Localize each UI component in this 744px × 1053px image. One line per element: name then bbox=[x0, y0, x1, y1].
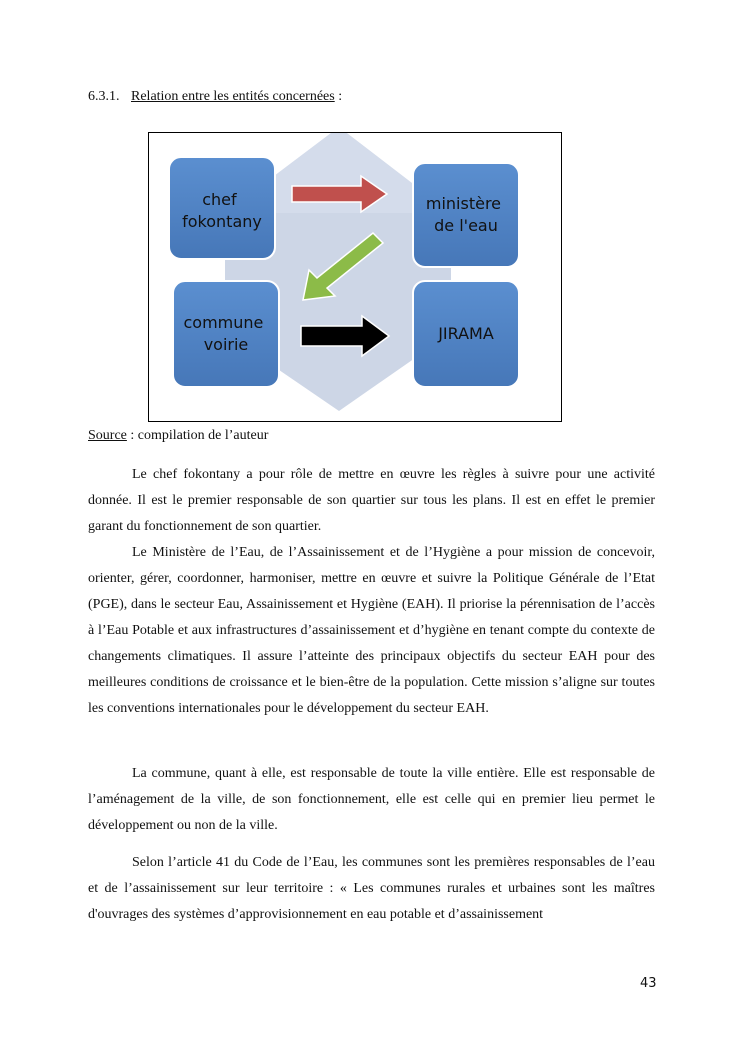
box-ministere-eau-line1: ministère bbox=[425, 194, 502, 213]
section-suffix: : bbox=[334, 89, 343, 104]
source-text: : compilation de l’auteur bbox=[126, 428, 269, 443]
section-number: 6.3.1. bbox=[88, 89, 120, 104]
box-ministere-eau-line2: de l'eau bbox=[434, 216, 498, 235]
source-label: Source bbox=[88, 428, 127, 443]
section-title: Relation entre les entités concernées bbox=[131, 89, 335, 104]
box-jirama-line1: JIRAMA bbox=[438, 324, 494, 343]
figure-source bbox=[88, 428, 268, 444]
paragraph-code-eau: Selon l’article 41 du Code de l’Eau, les communes sont les premières responsables de l’eau et de l’assainissement sur leur territoire : « Les communes rurales et urbaines sont les maîtres d'ouvrages des systèmes d’approvisionnement en eau potable et d’assainissement bbox=[88, 855, 655, 922]
page-number: 43 bbox=[640, 976, 657, 991]
diagram-canvas bbox=[149, 133, 563, 423]
section-heading bbox=[88, 89, 342, 105]
paragraph-ministere: Le Ministère de l’Eau, de l’Assainissement et de l’Hygiène a pour mission de concevoir, orienter, gérer, coordonner, harmoniser, mettre en œuvre et suivre la Politique Générale de l’Etat (PGE), dans le secteur Eau, Assainissement et Hygiène (EAH). Il priorise la pérennisation de l’accès à l’Eau Potable et aux infrastructures d’assainissement et d’hygiène en tenant compte du contexte de changements climatiques. Il assure l’atteinte des principaux objectifs du secteur EAH pour des meilleures conditions de croissance et le bien-être de la population. Cette mission s’aligne sur toutes les conventions internationales pour le développement du secteur EAH. bbox=[88, 545, 655, 716]
box-ministere-eau bbox=[413, 163, 519, 267]
relationship-diagram bbox=[148, 132, 562, 422]
box-commune-voirie bbox=[173, 281, 279, 387]
box-chef-fokontany-line2: fokontany bbox=[182, 212, 262, 231]
box-jirama-label bbox=[437, 324, 494, 343]
paragraph-commune: La commune, quant à elle, est responsable de toute la ville entière. Elle est responsable de l’aménagement de la ville, de son fonctionnement, elle est celle qui en premier lieu permet le développement ou non de la ville. bbox=[88, 766, 655, 833]
box-chef-fokontany-line1: chef bbox=[202, 190, 237, 209]
box-commune-voirie-line1: commune bbox=[183, 313, 264, 332]
paragraph-chef-fokontany: Le chef fokontany a pour rôle de mettre en œuvre les règles à suivre pour une activité donnée. Il est le premier responsable de son quartier sur tous les plans. Il est en effet le premier garant du fonctionnement de son quartier. bbox=[88, 467, 655, 534]
box-commune-voirie-line2: voirie bbox=[203, 335, 249, 354]
